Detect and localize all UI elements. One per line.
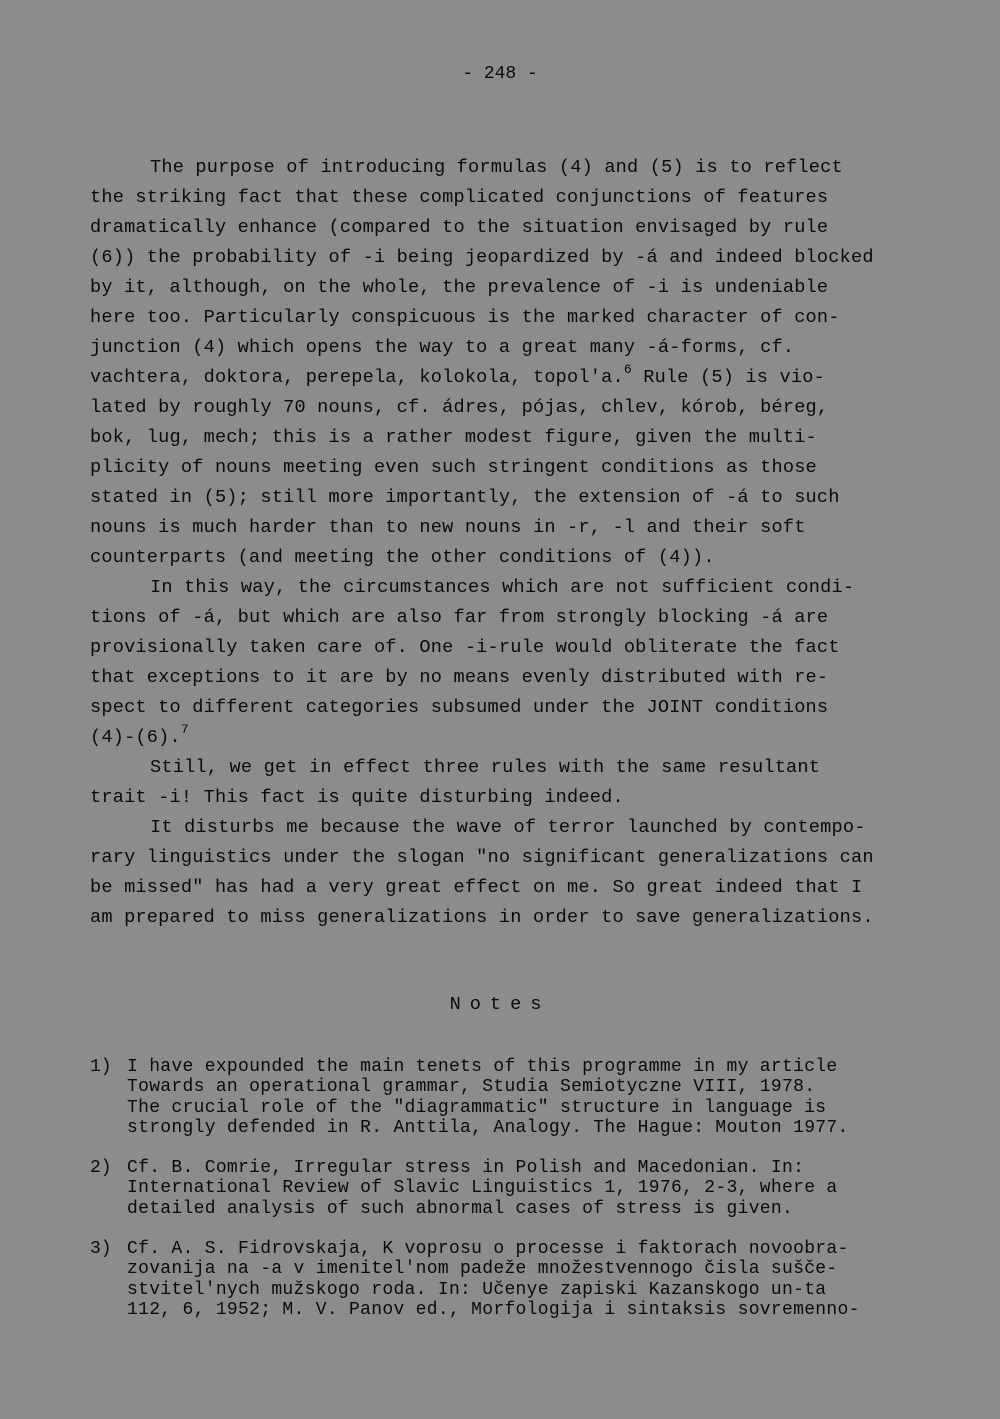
text-line: here too. Particularly conspicuous is the marked character of con- bbox=[90, 307, 840, 328]
note-number: 1) bbox=[90, 1057, 112, 1077]
text-line: Still, we get in effect three rules with the same resultant bbox=[150, 757, 821, 778]
note-line: Cf. A. S. Fidrovskaja, K voprosu o processe i faktorach novoobra- bbox=[127, 1239, 849, 1259]
text-line: vachtera, doktora, perepela, kolokola, topol'a. bbox=[90, 367, 624, 388]
text-line: In this way, the circumstances which are not sufficient condi- bbox=[150, 577, 855, 598]
note-line: Cf. B. Comrie, Irregular stress in Polish and Macedonian. In: bbox=[127, 1158, 805, 1178]
text-line: trait -i! This fact is quite disturbing indeed. bbox=[90, 787, 624, 808]
text-line-rest: Rule (5) is vio- bbox=[631, 367, 825, 388]
note-line: detailed analysis of such abnormal cases of stress is given. bbox=[127, 1198, 794, 1219]
text-line: provisionally taken care of. One -i-rule would obliterate the fact bbox=[90, 637, 840, 658]
text-line: (6)) the probability of -i being jeopardized by -á and indeed blocked bbox=[90, 247, 874, 268]
note-number: 2) bbox=[90, 1158, 112, 1178]
text-line: plicity of nouns meeting even such stringent conditions as those bbox=[90, 457, 817, 478]
text-line: stated in (5); still more importantly, the extension of -á to such bbox=[90, 487, 840, 508]
text-line: counterparts (and meeting the other conditions of (4)). bbox=[90, 547, 715, 568]
paragraph bbox=[90, 573, 930, 753]
note-item bbox=[90, 1057, 940, 1138]
text-line: (4)-(6). bbox=[90, 727, 181, 748]
paragraph bbox=[90, 753, 930, 813]
text-line: bok, lug, mech; this is a rather modest figure, given the multi- bbox=[90, 427, 817, 448]
note-item bbox=[90, 1239, 940, 1320]
text-line-with-footnote bbox=[90, 363, 930, 393]
text-line: am prepared to miss generalizations in order to save generalizations. bbox=[90, 907, 874, 928]
text-line: rary linguistics under the slogan "no significant generalizations can bbox=[90, 847, 874, 868]
note-line: Towards an operational grammar, Studia Semiotyczne VIII, 1978. bbox=[127, 1077, 816, 1098]
note-item bbox=[90, 1158, 940, 1219]
footnote-ref: 6 bbox=[623, 362, 632, 377]
text-line: the striking fact that these complicated conjunctions of features bbox=[90, 187, 829, 208]
note-line: zovanija na -a v imenitel'nom padeže množestvennogo čisla sušče- bbox=[127, 1259, 838, 1280]
text-line: dramatically enhance (compared to the situation envisaged by rule bbox=[90, 217, 829, 238]
text-line-with-footnote bbox=[90, 723, 930, 753]
note-line: 112, 6, 1952; M. V. Panov ed., Morfologija i sintaksis sovremenno- bbox=[127, 1299, 860, 1320]
text-line: by it, although, on the whole, the prevalence of -i is undeniable bbox=[90, 277, 829, 298]
text-line: nouns is much harder than to new nouns in -r, -l and their soft bbox=[90, 517, 806, 538]
paragraph bbox=[90, 813, 930, 933]
note-line: stvitel'nych mužskogo roda. In: Učenye zapiski Kazanskogo un-ta bbox=[127, 1279, 827, 1300]
note-line: strongly defended in R. Anttila, Analogy. The Hague: Mouton 1977. bbox=[127, 1117, 849, 1138]
note-line: The crucial role of the "diagrammatic" structure in language is bbox=[127, 1097, 827, 1118]
text-line: be missed" has had a very great effect on me. So great indeed that I bbox=[90, 877, 863, 898]
text-line: The purpose of introducing formulas (4) and (5) is to reflect bbox=[150, 157, 843, 178]
text-line: tions of -á, but which are also far from strongly blocking -á are bbox=[90, 607, 829, 628]
page-number: - 248 - bbox=[462, 64, 538, 84]
notes-heading: Notes bbox=[449, 994, 551, 1015]
text-line: that exceptions to it are by no means evenly distributed with re- bbox=[90, 667, 829, 688]
text-line: lated by roughly 70 nouns, cf. ádres, pójas, chlev, kórob, béreg, bbox=[90, 397, 829, 418]
text-line: junction (4) which opens the way to a great many -á-forms, cf. bbox=[90, 337, 795, 358]
text-line: It disturbs me because the wave of terror launched by contempo- bbox=[150, 817, 866, 838]
note-line: International Review of Slavic Linguistics 1, 1976, 2-3, where a bbox=[127, 1178, 838, 1199]
note-line: I have expounded the main tenets of this programme in my article bbox=[127, 1057, 838, 1077]
text-line: spect to different categories subsumed under the JOINT conditions bbox=[90, 697, 829, 718]
note-number: 3) bbox=[90, 1239, 112, 1259]
main-text bbox=[90, 153, 930, 933]
footnote-ref: 7 bbox=[180, 722, 189, 737]
paragraph bbox=[90, 153, 930, 573]
